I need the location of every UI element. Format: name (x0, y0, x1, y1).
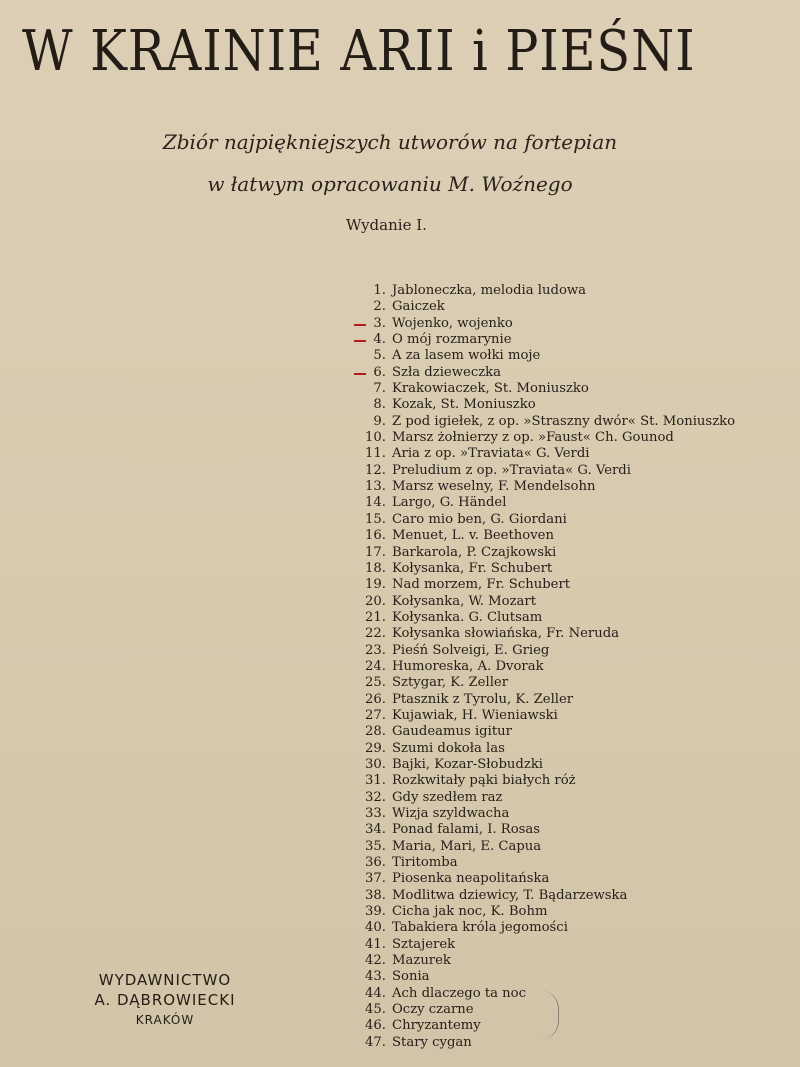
list-item (350, 446, 735, 462)
item-title: Mazurek (392, 953, 451, 969)
item-number: 26. (365, 691, 386, 707)
book-title: W KRAINIE ARII i PIEŚNI (22, 19, 696, 84)
item-title: Chryzantemy (392, 1018, 481, 1034)
list-item (350, 822, 735, 838)
item-title: Tabakiera króla jegomości (392, 920, 568, 936)
list-item (350, 773, 735, 789)
list-item (350, 953, 735, 969)
item-number: 12. (365, 462, 386, 478)
item-title: Piosenka neapolitańska (392, 871, 550, 887)
item-title: Humoreska, A. Dvorak (392, 658, 544, 674)
list-item (350, 316, 735, 332)
list-item (350, 741, 735, 757)
list-item (350, 904, 735, 920)
item-number: 11. (365, 446, 386, 462)
list-item (350, 790, 735, 806)
item-title: Preludium z op. »Traviata« G. Verdi (392, 462, 631, 478)
publisher-line-1: WYDAWNICTWO (98, 971, 232, 989)
item-title: Tiritomba (392, 855, 458, 871)
item-number: 43. (365, 969, 386, 985)
item-title: Gaudeamus igitur (392, 724, 512, 740)
item-title: Ptasznik z Tyrolu, K. Zeller (392, 691, 574, 707)
item-number: 7. (373, 381, 386, 397)
list-item (350, 381, 735, 397)
list-item (350, 920, 735, 936)
list-item (350, 937, 735, 953)
item-title: Z pod igiełek, z op. »Straszny dwór« St. Moniuszko (392, 413, 736, 429)
publisher-line-2: A. DĄBROWIECKI (94, 991, 236, 1009)
list-item (350, 643, 735, 659)
item-number: 8. (373, 397, 386, 413)
edition-label: Wydanie I. (346, 216, 427, 234)
item-number: 31. (365, 773, 386, 789)
item-title: Largo, G. Händel (392, 495, 507, 511)
item-number: 30. (365, 756, 386, 772)
item-number: 4. (373, 332, 386, 348)
list-item (350, 969, 735, 985)
item-number: 3. (373, 315, 386, 331)
list-item (350, 479, 735, 495)
red-pencil-mark (354, 373, 366, 375)
list-item (350, 495, 735, 511)
item-number: 19. (365, 577, 386, 593)
list-item (350, 545, 735, 561)
list-item (350, 659, 735, 675)
list-item (350, 692, 735, 708)
item-title: Nad morzem, Fr. Schubert (392, 577, 571, 593)
item-number: 16. (365, 528, 386, 544)
list-item (350, 806, 735, 822)
song-list (350, 283, 735, 1051)
list-item (350, 724, 735, 740)
list-item (350, 528, 735, 544)
item-number: 38. (365, 887, 386, 903)
list-item (350, 888, 735, 904)
item-number: 40. (365, 920, 386, 936)
item-title: Kołysanka, Fr. Schubert (392, 560, 553, 576)
item-number: 6. (373, 364, 386, 380)
item-title: Ponad falami, I. Rosas (392, 822, 541, 838)
item-number: 33. (365, 806, 386, 821)
item-number: 27. (365, 707, 386, 723)
item-number: 24. (365, 658, 386, 674)
list-item (350, 855, 735, 871)
item-number: 23. (365, 642, 386, 658)
item-title: Sztajerek (392, 936, 456, 952)
item-title: Szła dzieweczka (392, 364, 502, 380)
list-item (350, 561, 735, 577)
list-item (350, 414, 735, 430)
list-item (350, 463, 735, 479)
item-title: Aria z op. »Traviata« G. Verdi (392, 446, 590, 462)
item-number: 42. (365, 953, 386, 969)
item-number: 39. (365, 904, 386, 920)
list-item (350, 757, 735, 773)
item-title: Gdy szedłem raz (392, 789, 503, 805)
item-title: Jabloneczka, melodia ludowa (392, 283, 587, 298)
item-title: Maria, Mari, E. Capua (392, 838, 542, 854)
item-title: Kołysanka słowiańska, Fr. Neruda (392, 626, 620, 642)
item-title: Kołysanka. G. Clutsam (392, 609, 543, 625)
publisher-block (80, 970, 250, 1030)
item-number: 10. (365, 430, 386, 446)
list-item (350, 626, 735, 642)
item-title: Stary cygan (392, 1034, 472, 1050)
red-pencil-mark (354, 324, 366, 326)
item-number: 21. (365, 609, 386, 625)
item-number: 32. (365, 789, 386, 805)
item-number: 41. (365, 936, 386, 952)
item-title: Wizja szyldwacha (392, 806, 510, 821)
item-number: 9. (373, 413, 386, 429)
item-number: 1. (373, 283, 386, 298)
list-item (350, 365, 735, 381)
list-item (350, 397, 735, 413)
list-item (350, 283, 735, 299)
item-number: 17. (365, 544, 386, 560)
item-title: Szumi dokoła las (392, 740, 505, 756)
list-item (350, 675, 735, 691)
item-number: 14. (365, 495, 386, 511)
item-title: A za lasem wołki moje (392, 348, 541, 364)
item-number: 20. (365, 593, 386, 609)
list-item (350, 871, 735, 887)
item-number: 29. (365, 740, 386, 756)
item-title: Caro mio ben, G. Giordani (392, 511, 567, 527)
red-pencil-mark (354, 340, 366, 342)
list-item (350, 610, 735, 626)
item-number: 2. (373, 299, 386, 315)
item-title: Sztygar, K. Zeller (392, 675, 509, 691)
list-item (350, 430, 735, 446)
item-title: Menuet, L. v. Beethoven (392, 528, 554, 544)
item-title: Barkarola, P. Czajkowski (392, 544, 557, 560)
item-number: 28. (365, 724, 386, 740)
item-title: Marsz żołnierzy z op. »Faust« Ch. Gounod (392, 430, 674, 446)
list-item (350, 594, 735, 610)
item-title: Sonia (392, 969, 430, 985)
item-title: Kozak, St. Moniuszko (392, 397, 536, 413)
item-number: 44. (365, 985, 386, 1001)
item-number: 37. (365, 871, 386, 887)
item-title: Gaiczek (392, 299, 445, 315)
item-title: Krakowiaczek, St. Moniuszko (392, 381, 589, 397)
item-number: 35. (365, 838, 386, 854)
item-title: Kujawiak, H. Wieniawski (392, 707, 558, 723)
item-title: O mój rozmarynie (392, 332, 512, 348)
item-number: 18. (365, 560, 386, 576)
item-number: 15. (365, 511, 386, 527)
item-title: Pieśń Solveigi, E. Grieg (392, 642, 550, 658)
list-item (350, 839, 735, 855)
item-number: 22. (365, 626, 386, 642)
publisher-city: KRAKÓW (135, 1013, 195, 1027)
item-title: Bajki, Kozar-Słobudzki (392, 756, 544, 772)
item-number: 46. (365, 1018, 386, 1034)
item-number: 36. (365, 855, 386, 871)
item-title: Modlitwa dziewicy, T. Bądarzewska (392, 887, 628, 903)
item-number: 13. (365, 479, 386, 495)
list-item (350, 299, 735, 315)
item-title: Rozkwitały pąki białych róż (392, 773, 576, 789)
item-title: Marsz weselny, F. Mendelsohn (392, 479, 596, 495)
item-number: 45. (365, 1002, 386, 1018)
item-number: 5. (373, 348, 386, 364)
list-item (350, 577, 735, 593)
item-title: Kołysanka, W. Mozart (392, 593, 537, 609)
list-item (350, 332, 735, 348)
item-title: Cicha jak noc, K. Bohm (392, 904, 548, 920)
list-item (350, 348, 735, 364)
item-number: 34. (365, 822, 386, 838)
item-number: 25. (365, 675, 386, 691)
list-item (350, 512, 735, 528)
subtitle-line-1: Zbiór najpiękniejszych utworów na fortepian (162, 130, 618, 154)
list-item (350, 708, 735, 724)
item-title: Ach dlaczego ta noc (392, 985, 526, 1001)
item-title: Oczy czarne (392, 1002, 474, 1018)
item-number: 47. (365, 1034, 386, 1050)
item-title: Wojenko, wojenko (392, 315, 513, 331)
subtitle-line-2: w łatwym opracowaniu M. Woźnego (207, 172, 573, 196)
